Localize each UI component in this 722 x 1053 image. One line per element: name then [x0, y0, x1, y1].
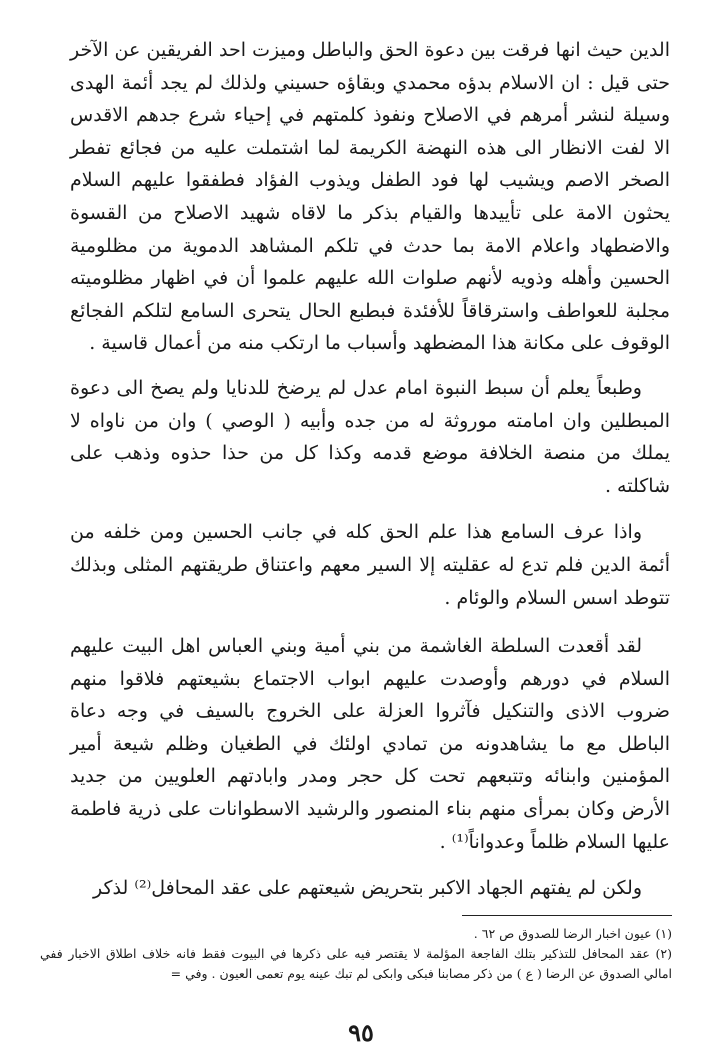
- paragraph-3: واذا عرف السامع هذا علم الحق كله في جانب الحسين ومن خلفه من أئمة الدين فلم تدع له عقليته إلا السير معهم واعتناق طريقتهم المثلى وبذلك تتوطد اسس السلام والوئام .: [70, 521, 670, 609]
- footnotes: [40, 924, 672, 984]
- footnote-1: (١) عيون اخبار الرضا للصدوق ص ٦٢ .: [473, 926, 672, 941]
- paragraph-2: وطبعاً يعلم أن سبط النبوة امام عدل لم يرضخ للدنايا ولم يصخ الى دعوة المبطلين وان امامته موروثة له من جده وأبيه ( الوصي ) وان من ناواه لا يملك من منصة الخلافة موضع قدمه وكذا كل من حذا حذوه وذهب على شاكلته .: [70, 376, 670, 497]
- paragraph-4: لقد أقعدت السلطة الغاشمة من بني أمية وبني العباس اهل البيت عليهم السلام في دورهم وأوصدت عليهم ابواب الاجتماع بشيعتهم فلاقوا منهم ضروب الاذى والتنكيل فآثروا العزلة على الخروج بالسيف في وجه دعاة الباطل مع ما يشاهدونه من تمادي اولئك في الطغيان وظلم شيعة أمير المؤمنين وابنائه وتتبعهم تحت كل حجر ومدر وابادتهم العلويين من جديد الأرض وكان بمرأى منهم بناء المنصور والرشيد الاسطوانات على ذرية فاطمة عليها السلام ظلماً وعدواناً⁽¹⁾ .: [70, 635, 671, 853]
- paragraph-5: ولكن لم يفتهم الجهاد الاكبر بتحريض شيعتهم على عقد المحافل⁽²⁾ لذكر: [92, 877, 642, 900]
- paragraph-1: الدين حيث انها فرقت بين دعوة الحق والباطل وميزت احد الفريقين عن الآخر حتى قيل : ان الاسلام بدؤه محمدي وبقاؤه حسيني ولذلك لم يجد أئمة الهدى وسيلة لنشر أمرهم في الاصلاح ونفوذ كلمتهم في إحياء شرع جدهم الاقدس الا لفت الانظار الى هذه النهضة الكريمة لما اشتملت عليه من فجائع تفطر الصخر الاصم ويشيب لها فود الطفل ويذوب الفؤاد فطفقوا عليهم السلام يحثون الامة على تأييدها والقيام بذكر ما لاقاه شهيد الاصلاح من القسوة والاضطهاد واعلام الامة بما حدث في تلكم المشاهد الدموية من مظلومية الحسين وأهله وذويه لأنهم صلوات الله عليهم علموا أن في اظهار مظلوميته مجلبة للعواطف واسترقاقاً للأفئدة فبطبع الحال يتحرى السامع لتلكم الفجائع الوقوف على مكانة هذا المضطهد وأسباب ما ارتكب منه من أعمال قاسية .: [70, 39, 670, 355]
- page-number: ٩٥: [348, 1018, 374, 1047]
- footnote-2: (٢) عقد المحافل للتذكير بتلك الفاجعة المؤلمة لا يقتصر فيه على ذكرها في البيوت فقط فانه خلاف اطلاق الاخبار ففي امالي الصدوق عن الرضا ( ع ) من ذكر مصابنا فبكى وابكى لم تبك عينه يوم تعمى العيون . وفي =: [40, 946, 672, 981]
- footnote-divider: [462, 915, 672, 916]
- body-text: [70, 34, 670, 905]
